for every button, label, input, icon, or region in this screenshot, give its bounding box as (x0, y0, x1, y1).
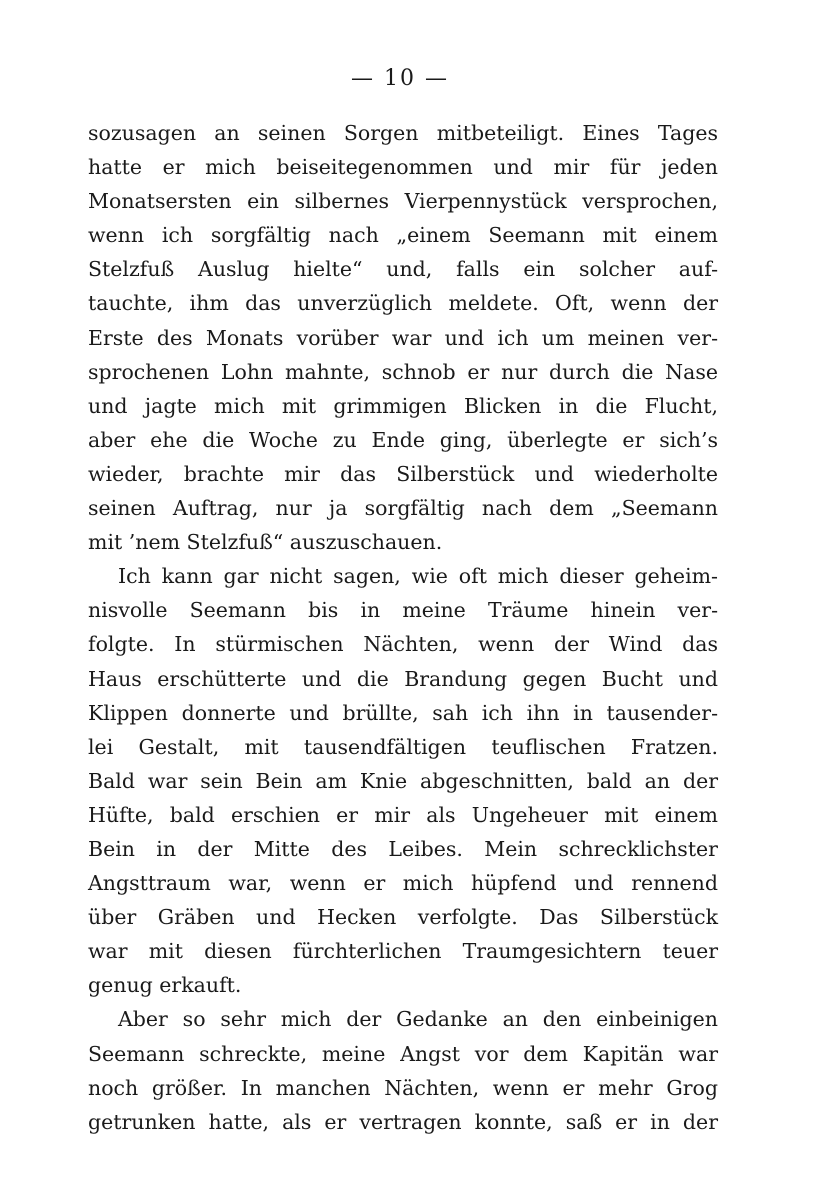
text-line: sprochenen Lohn mahnte, schnob er nur durch die Nase (88, 359, 718, 384)
text-line: Angsttraum war, wenn er mich hüpfend und rennend (88, 871, 718, 896)
text-line: Seemann schreckte, meine Angst vor dem Kapitän war (88, 1041, 718, 1066)
text-line: wieder, brachte mir das Silberstück und wiederholte (88, 461, 718, 486)
text-line: und jagte mich mit grimmigen Blicken in die Flucht, (88, 393, 718, 418)
text-line: getrunken hatte, als er vertragen konnte, saß er in der (88, 1109, 718, 1134)
text-line: über Gräben und Hecken verfolgte. Das Silberstück (88, 905, 718, 930)
text-line-paragraph-end: mit ’nem Stelzfuß“ auszuschauen. (88, 530, 443, 555)
text-line: lei Gestalt, mit tausendfältigen teuflischen Fratzen. (88, 734, 718, 759)
text-line: Bein in der Mitte des Leibes. Mein schrecklichster (88, 836, 718, 861)
text-line: nisvolle Seemann bis in meine Träume hinein ver- (88, 598, 718, 623)
text-line: noch größer. In manchen Nächten, wenn er mehr Grog (88, 1075, 718, 1100)
text-line-paragraph-end: genug erkauft. (88, 973, 242, 998)
text-line: tauchte, ihm das unverzüglich meldete. Oft, wenn der (88, 291, 718, 316)
text-line: folgte. In stürmischen Nächten, wenn der Wind das (88, 632, 718, 657)
text-line: sozusagen an seinen Sorgen mitbeteiligt. Eines Tages (88, 121, 718, 145)
text-line: wenn ich sorgfältig nach „einem Seemann mit einem (88, 223, 718, 248)
page-number: — 10 — (351, 66, 449, 91)
text-line: Erste des Monats vorüber war und ich um meinen ver- (88, 325, 718, 350)
text-line: Hüfte, bald erschien er mir als Ungeheuer mit einem (88, 802, 718, 827)
text-line-paragraph-start: Ich kann gar nicht sagen, wie oft mich dieser geheim- (118, 564, 718, 589)
text-line: aber ehe die Woche zu Ende ging, überlegte er sich’s (88, 427, 718, 452)
text-line: seinen Auftrag, nur ja sorgfältig nach dem „Seemann (88, 496, 718, 521)
text-line: hatte er mich beiseitegenommen und mir für jeden (88, 155, 718, 180)
text-line: Bald war sein Bein am Knie abgeschnitten, bald an der (88, 768, 718, 793)
text-line: war mit diesen fürchterlichen Traumgesichtern teuer (88, 939, 718, 964)
text-line-paragraph-start: Aber so sehr mich der Gedanke an den einbeinigen (118, 1007, 718, 1032)
text-line: Klippen donnerte und brüllte, sah ich ihn in tausender- (88, 700, 718, 725)
text-line: Haus erschütterte und die Brandung gegen Bucht und (88, 666, 718, 691)
body-text (88, 116, 718, 1139)
text-line: Stelzfuß Auslug hielte“ und, falls ein solcher auf- (88, 257, 718, 282)
text-line: Monatsersten ein silbernes Vierpennystück versprochen, (88, 189, 718, 214)
